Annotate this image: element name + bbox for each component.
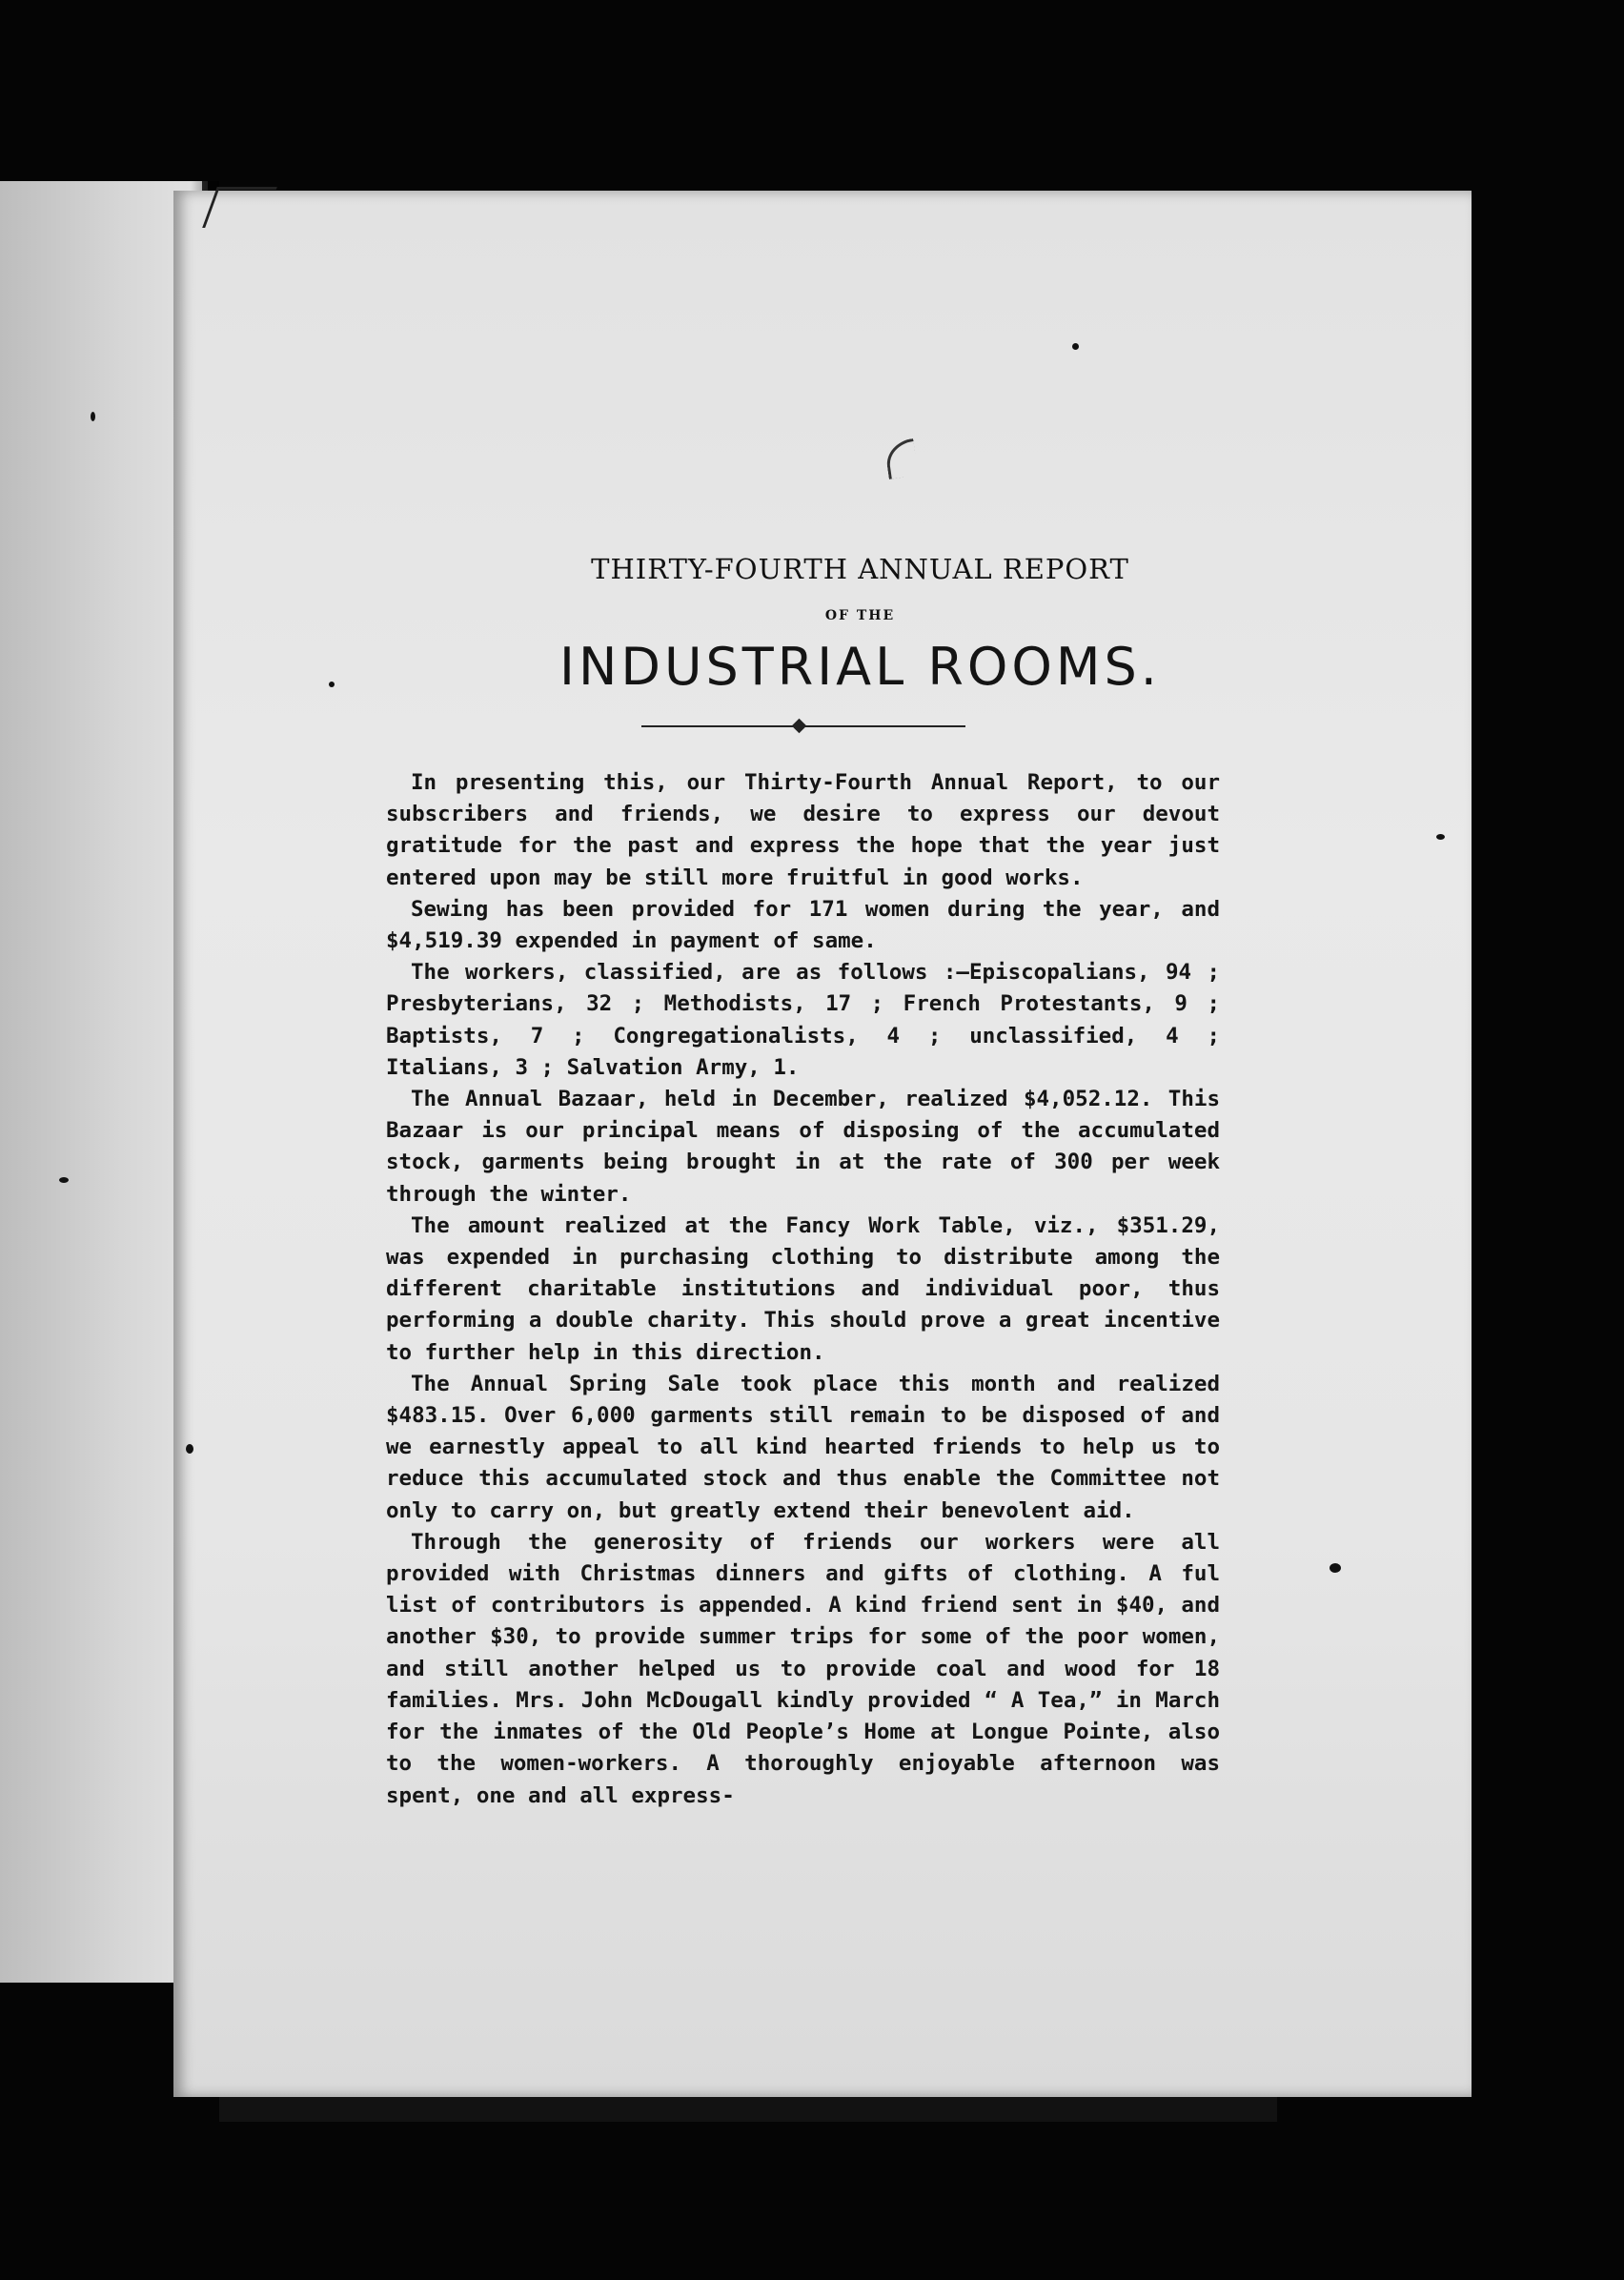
document-content	[386, 543, 1220, 1812]
paragraph: The Annual Spring Sale took place this month and realized $483.15. Over 6,000 garments still remain to be disposed of and we earnestly appeal to all kind hearted friends to help us to reduce this accumulated stock and thus enable the Committee not only to carry on, but greatly extend their benevolent aid.	[386, 1371, 1220, 1523]
paragraph: The Annual Bazaar, held in December, realized $4,052.12. This Bazaar is our principal means of disposing of the accumulated stock, garments being brought in at the rate of 300 per week through the winter.	[386, 1087, 1220, 1207]
paragraph: The workers, classified, are as follows :—Episcopalians, 94 ; Presbyterians, 32 ; Methodists, 17 ; French Protestants, 9 ; Baptists, 7 ; Congregationalists, 4 ; unclassified, 4 ; Italians, 3 ; Salvation Army, 1.	[386, 960, 1220, 1080]
ink-speck	[59, 1177, 69, 1183]
paragraph: The amount realized at the Fancy Work Table, viz., $351.29, was expended in purchasing clothing to distribute among the different charitable institutions and individual poor, thus performing a double charity. This should prove a great incentive to further help in this direction.	[386, 1212, 1220, 1365]
paragraph: In presenting this, our Thirty-Fourth Annual Report, to our subscribers and friends, we desire to express our devout gratitude for the past and express the hope that the year just entered upon may be still more fruitful in good works.	[386, 770, 1220, 890]
ink-speck	[1436, 834, 1445, 840]
ink-speck	[91, 412, 95, 421]
page-heading: INDUSTRIAL ROOMS.	[559, 637, 1161, 697]
paragraph: Sewing has been provided for 171 women during the year, and $4,519.39 expended in payment of same.	[386, 896, 1220, 954]
ink-speck	[1072, 343, 1079, 350]
page-bottom-edge	[219, 2097, 1277, 2122]
rule-diamond-ornament	[792, 719, 807, 734]
ornamental-rule	[641, 725, 965, 727]
ink-speck	[1330, 1563, 1341, 1573]
report-body	[386, 767, 1220, 1812]
ink-speck	[186, 1444, 193, 1454]
report-title: THIRTY-FOURTH ANNUAL REPORT	[591, 553, 1129, 585]
report-subtitle: OF THE	[824, 608, 896, 623]
ink-speck	[329, 682, 335, 687]
paragraph: Through the generosity of friends our workers were all provided with Christmas dinners and gifts of clothing. A ful list of contributors is appended. A kind friend sent in $40, and another $30, to provide summer trips for some of the poor women, and still another helped us to provide coal and wood for 18 families. Mrs. John McDougall kindly provided “ A Tea,” in March for the inmates of the Old People’s Home at Longue Pointe, also to the women-workers. A thoroughly enjoyable afternoon was spent, one and all express-	[386, 1529, 1220, 1808]
